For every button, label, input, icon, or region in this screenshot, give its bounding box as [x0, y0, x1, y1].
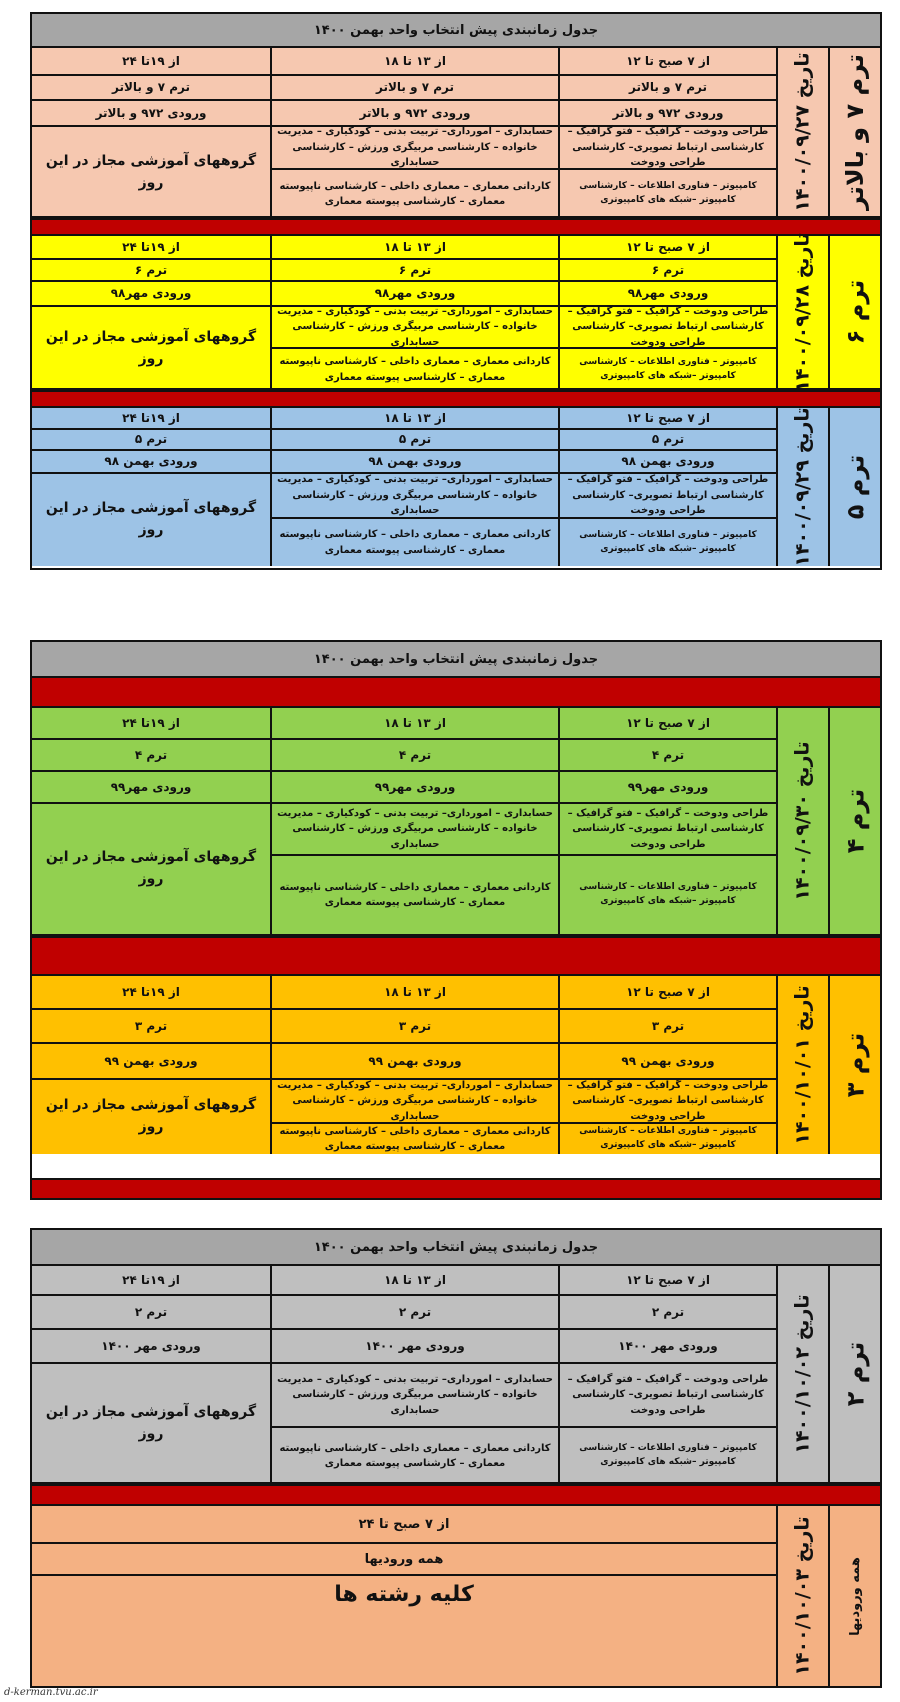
- slots-grid: [32, 236, 776, 388]
- groups-early-2: کامپیوتر – فناوری اطلاعات – کارشناسی کامپیوتر –شبکه های کامپیوتری: [558, 1428, 776, 1484]
- term-late: ترم ۲: [32, 1296, 270, 1330]
- term-label: ترم ۶: [841, 279, 870, 345]
- date-label: تاریخ ۱۴۰۰/۰۹/۲۹: [792, 407, 814, 567]
- term-late: ترم ۳: [32, 1010, 270, 1044]
- groups-label: گروههای آموزشی مجاز در این روز: [45, 849, 257, 887]
- date-cell: [776, 232, 828, 392]
- term-label: ترم ۷ و بالاتر: [841, 53, 870, 211]
- date-label: تاریخ ۱۴۰۰/۰۹/۲۸: [792, 232, 814, 392]
- slots-grid: [32, 976, 776, 1154]
- groups-mid-2: کاردانی معماری – معماری داخلی – کارشناسی ناپیوسته معماری – کارشناسی پیوسته معماری: [270, 1124, 558, 1154]
- time-mid: از ۱۳ تا ۱۸: [270, 408, 558, 430]
- time-mid: از ۱۳ تا ۱۸: [270, 976, 558, 1010]
- term-cell: [828, 1506, 880, 1686]
- time-mid: از ۱۳ تا ۱۸: [270, 48, 558, 76]
- time-mid: از ۱۳ تا ۱۸: [270, 236, 558, 260]
- watermark: d-kerman.tvu.ac.ir: [4, 1687, 98, 1698]
- slots-grid: [32, 1266, 776, 1482]
- separator-bar: [30, 1180, 882, 1200]
- term-mid: ترم ۷ و بالاتر: [270, 76, 558, 101]
- groups-mid-1: حسابداری – امورداری– تربیت بدنی – کودکیاری – مدیریت خانواده – کارشناسی مربیگری ورزش – کارشناسی حسابداری: [270, 474, 558, 519]
- term-cell: [828, 48, 880, 216]
- entry-late: ورودی ۹۷۲ و بالاتر: [32, 101, 270, 127]
- groups-label: گروههای آموزشی مجاز در این روز: [45, 152, 257, 191]
- term-cell: [828, 1266, 880, 1482]
- date-cell: [776, 408, 828, 566]
- date-label: تاریخ ۱۴۰۰/۱۰/۰۳: [792, 1516, 814, 1676]
- groups-mid-2: کاردانی معماری – معماری داخلی – کارشناسی ناپیوسته معماری – کارشناسی پیوسته معماری: [270, 349, 558, 390]
- time-late: از ۱۹تا ۲۴: [32, 236, 270, 260]
- entry-late: ورودی بهمن ۹۹: [32, 1044, 270, 1080]
- table-title: جدول زمانبندی پیش انتخاب واحد بهمن ۱۴۰۰: [32, 1230, 880, 1266]
- term-cell: [828, 708, 880, 934]
- groups-mid-1: حسابداری – امورداری– تربیت بدنی – کودکیاری – مدیریت خانواده – کارشناسی مربیگری ورزش – کارشناسی حسابداری: [270, 307, 558, 349]
- term-label: ترم ۳: [841, 1032, 870, 1098]
- time-late: از ۱۹تا ۲۴: [32, 1266, 270, 1296]
- separator-bar: [32, 1484, 880, 1506]
- term-early: ترم ۵: [558, 430, 776, 451]
- term-late: ترم ۷ و بالاتر: [32, 76, 270, 101]
- table-title: جدول زمانبندی پیش انتخاب واحد بهمن ۱۴۰۰: [32, 14, 880, 48]
- term-early: ترم ۶: [558, 260, 776, 282]
- term-early: ترم ۷ و بالاتر: [558, 76, 776, 101]
- term-late: ترم ۴: [32, 740, 270, 772]
- term-late: ترم ۵: [32, 430, 270, 451]
- entry-late: ورودی بهمن ۹۸: [32, 451, 270, 474]
- groups-mid-1: حسابداری – امورداری– تربیت بدنی – کودکیاری – مدیریت خانواده – کارشناسی مربیگری ورزش – کارشناسی حسابداری: [270, 127, 558, 170]
- entry-early: ورودی بهمن ۹۹: [558, 1044, 776, 1080]
- block-term-4: [32, 708, 880, 936]
- groups-label: گروههای آموزشی مجاز در این روز: [45, 328, 257, 367]
- separator-bar: [32, 936, 880, 976]
- separator-bar: [32, 678, 880, 708]
- groups-label: گروههای آموزشی مجاز در این روز: [45, 1404, 257, 1442]
- term-mid: ترم ۳: [270, 1010, 558, 1044]
- groups-early-1: طراحی ودوخت – گرافیک – فتو گرافیک – کارشناسی ارتباط تصویری– کارشناسی طراحی ودوخت: [558, 474, 776, 519]
- term-late: ترم ۶: [32, 260, 270, 282]
- groups-early-1: طراحی ودوخت – گرافیک – فتو گرافیک – کارشناسی ارتباط تصویری– کارشناسی طراحی ودوخت: [558, 1364, 776, 1428]
- groups-early-1: طراحی ودوخت – گرافیک – فتو گرافیک – کارشناسی ارتباط تصویری– کارشناسی طراحی ودوخت: [558, 127, 776, 170]
- groups-early-1: طراحی ودوخت – گرافیک – فتو گرافیک – کارشناسی ارتباط تصویری– کارشناسی طراحی ودوخت: [558, 307, 776, 349]
- schedule-table-2: [30, 640, 882, 1180]
- term-cell: [828, 236, 880, 388]
- entry-late: ورودی مهر۹۹: [32, 772, 270, 804]
- time-mid: از ۱۳ تا ۱۸: [270, 708, 558, 740]
- slots-grid: [32, 708, 776, 934]
- block-term-2: [32, 1266, 880, 1484]
- slots-grid: [32, 48, 776, 216]
- time-early: از ۷ صبح تا ۱۲: [558, 236, 776, 260]
- groups-early-2: کامپیوتر – فناوری اطلاعات – کارشناسی کامپیوتر –شبکه های کامپیوتری: [558, 170, 776, 218]
- date-label: تاریخ ۱۴۰۰/۱۰/۰۱: [792, 985, 814, 1145]
- time-early: از ۷ صبح تا ۱۲: [558, 48, 776, 76]
- entry-late: ورودی مهر۹۸: [32, 282, 270, 307]
- entry-mid: ورودی ۹۷۲ و بالاتر: [270, 101, 558, 127]
- separator-bar: [32, 390, 880, 408]
- time-early: از ۷ صبح تا ۱۲: [558, 408, 776, 430]
- block-term-6: [32, 232, 880, 392]
- time-early: از ۷ صبح تا ۱۲: [558, 1266, 776, 1296]
- table-title: جدول زمانبندی پیش انتخاب واحد بهمن ۱۴۰۰: [32, 642, 880, 678]
- groups-early-2: کامپیوتر – فناوری اطلاعات – کارشناسی کامپیوتر –شبکه های کامپیوتری: [558, 519, 776, 566]
- date-label: تاریخ ۱۴۰۰/۰۹/۳۰: [792, 741, 814, 901]
- block-all-entries: [32, 1506, 880, 1686]
- schedule-table-3: [30, 1228, 882, 1688]
- separator-bar: [32, 218, 880, 236]
- date-cell: [776, 1506, 828, 1686]
- groups-early-2: کامپیوتر – فناوری اطلاعات – کارشناسی کامپیوتر –شبکه های کامپیوتری: [558, 349, 776, 390]
- term-label: ترم ۵: [841, 454, 870, 520]
- time-late: از ۱۹تا ۲۴: [32, 976, 270, 1010]
- time-early: از ۷ صبح تا ۱۲: [558, 976, 776, 1010]
- time-late: از ۱۹تا ۲۴: [32, 408, 270, 430]
- time-late: از ۱۹تا ۲۴: [32, 708, 270, 740]
- term-label: ترم ۴: [841, 788, 870, 854]
- block-term-7: [32, 48, 880, 218]
- time-early: از ۷ صبح تا ۱۲: [558, 708, 776, 740]
- date-cell: [776, 48, 828, 216]
- entry-mid: ورودی بهمن ۹۸: [270, 451, 558, 474]
- entry-mid: ورودی مهر ۱۴۰۰: [270, 1330, 558, 1364]
- date-cell: [776, 708, 828, 934]
- entry-early: ورودی بهمن ۹۸: [558, 451, 776, 474]
- time-late: از ۱۹تا ۲۴: [32, 48, 270, 76]
- groups-early-1: طراحی ودوخت – گرافیک – فتو گرافیک – کارشناسی ارتباط تصویری– کارشناسی طراحی ودوخت: [558, 1080, 776, 1124]
- groups-early-2: کامپیوتر – فناوری اطلاعات – کارشناسی کامپیوتر –شبکه های کامپیوتری: [558, 1124, 776, 1154]
- entry-mid: ورودی مهر۹۸: [270, 282, 558, 307]
- block-term-3: [32, 976, 880, 1154]
- final-time: از ۷ صبح تا ۲۴: [32, 1506, 776, 1544]
- groups-mid-1: حسابداری – امورداری– تربیت بدنی – کودکیاری – مدیریت خانواده – کارشناسی مربیگری ورزش – کارشناسی حسابداری: [270, 804, 558, 856]
- groups-mid-1: حسابداری – امورداری– تربیت بدنی – کودکیاری – مدیریت خانواده – کارشناسی مربیگری ورزش – کارشناسی حسابداری: [270, 1364, 558, 1428]
- term-mid: ترم ۴: [270, 740, 558, 772]
- term-label: ترم ۲: [841, 1341, 870, 1407]
- date-cell: [776, 976, 828, 1154]
- final-entry: همه ورودیها: [32, 1544, 776, 1576]
- groups-mid-2: کاردانی معماری – معماری داخلی – کارشناسی ناپیوسته معماری – کارشناسی پیوسته معماری: [270, 856, 558, 934]
- term-cell: [828, 976, 880, 1154]
- time-mid: از ۱۳ تا ۱۸: [270, 1266, 558, 1296]
- final-groups: کلیه رشته ها: [334, 1582, 474, 1607]
- term-early: ترم ۲: [558, 1296, 776, 1330]
- entry-early: ورودی مهر۹۸: [558, 282, 776, 307]
- entry-early: ورودی ۹۷۲ و بالاتر: [558, 101, 776, 127]
- entry-mid: ورودی بهمن ۹۹: [270, 1044, 558, 1080]
- date-label: تاریخ ۱۴۰۰/۰۹/۲۷: [792, 52, 814, 212]
- entry-mid: ورودی مهر۹۹: [270, 772, 558, 804]
- groups-label: گروههای آموزشی مجاز در این روز: [45, 1097, 257, 1135]
- term-mid: ترم ۶: [270, 260, 558, 282]
- groups-early-1: طراحی ودوخت – گرافیک – فتو گرافیک – کارشناسی ارتباط تصویری– کارشناسی طراحی ودوخت: [558, 804, 776, 856]
- block-term-5: [32, 408, 880, 566]
- entry-late: ورودی مهر ۱۴۰۰: [32, 1330, 270, 1364]
- term-label: همه ورودیها: [847, 1556, 863, 1636]
- final-rows: [32, 1506, 776, 1686]
- groups-mid-2: کاردانی معماری – معماری داخلی – کارشناسی ناپیوسته معماری – کارشناسی پیوسته معماری: [270, 519, 558, 566]
- groups-mid-1: حسابداری – امورداری– تربیت بدنی – کودکیاری – مدیریت خانواده – کارشناسی مربیگری ورزش – کارشناسی حسابداری: [270, 1080, 558, 1124]
- schedule-table-1: [30, 12, 882, 570]
- entry-early: ورودی مهر ۱۴۰۰: [558, 1330, 776, 1364]
- term-early: ترم ۴: [558, 740, 776, 772]
- term-cell: [828, 408, 880, 566]
- groups-mid-2: کاردانی معماری – معماری داخلی – کارشناسی ناپیوسته معماری – کارشناسی پیوسته معماری: [270, 1428, 558, 1484]
- groups-label: گروههای آموزشی مجاز در این روز: [45, 500, 257, 538]
- slots-grid: [32, 408, 776, 566]
- groups-early-2: کامپیوتر – فناوری اطلاعات – کارشناسی کامپیوتر –شبکه های کامپیوتری: [558, 856, 776, 934]
- term-mid: ترم ۵: [270, 430, 558, 451]
- groups-mid-2: کاردانی معماری – معماری داخلی – کارشناسی ناپیوسته معماری – کارشناسی پیوسته معماری: [270, 170, 558, 218]
- term-early: ترم ۳: [558, 1010, 776, 1044]
- date-cell: [776, 1266, 828, 1482]
- entry-early: ورودی مهر۹۹: [558, 772, 776, 804]
- date-label: تاریخ ۱۴۰۰/۱۰/۰۲: [792, 1294, 814, 1454]
- term-mid: ترم ۲: [270, 1296, 558, 1330]
